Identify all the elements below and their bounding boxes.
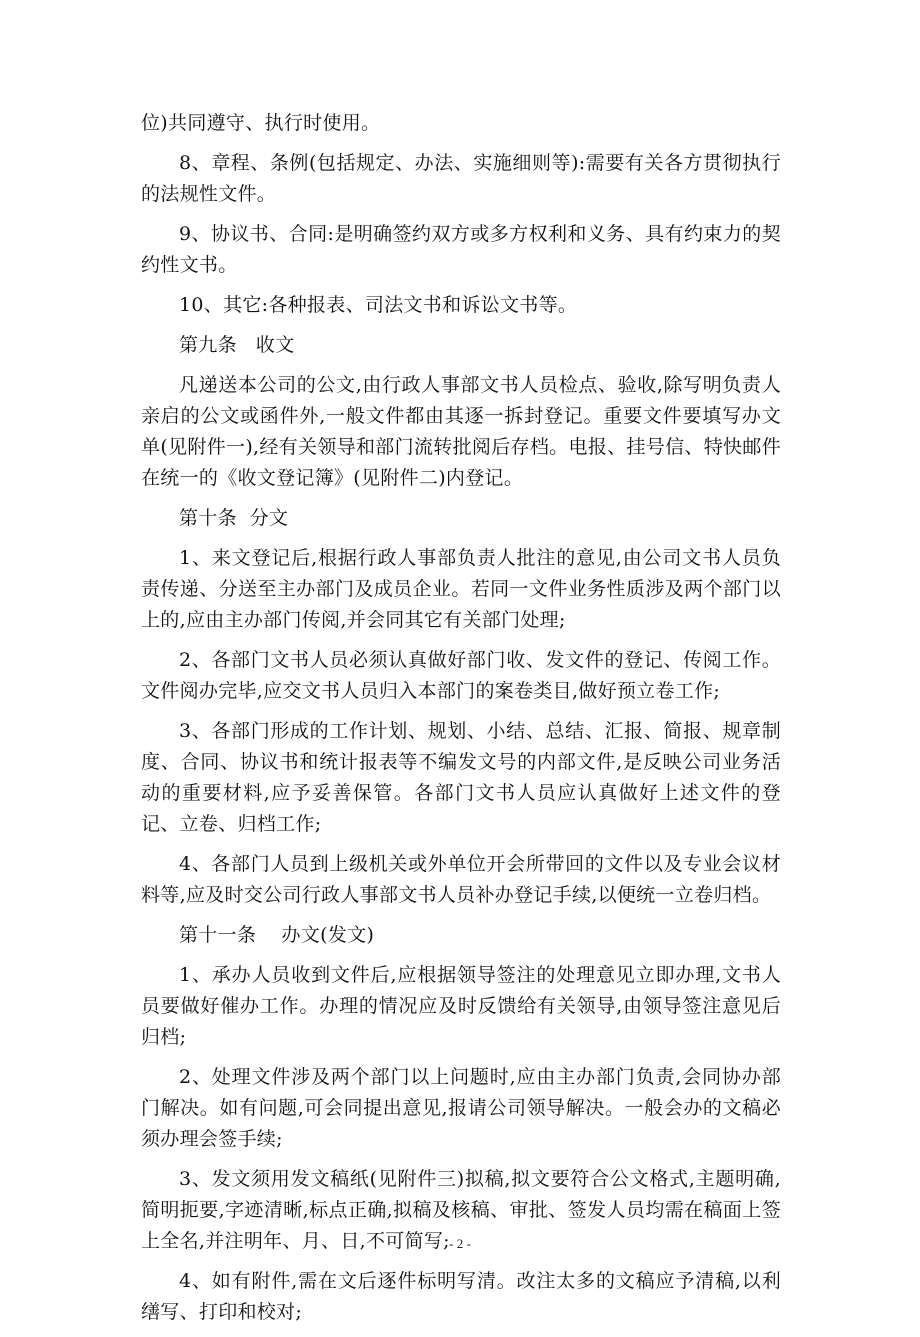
article-10-heading: 第十条 分文 [179,507,289,529]
article-11-item-3: 3、发文须用发文稿纸(见附件三)拟稿,拟文要符合公文格式,主题明确,简明扼要,字迹清晰,标点正确,拟稿及核稿、审批、签发人员均需在稿面上签上全名,并注明年、月、日,不可简写; [141,1168,781,1252]
article-9-heading: 第九条 收文 [179,334,295,356]
article-9-body: 凡递送本公司的公文,由行政人事部文书人员检点、验收,除写明负责人亲启的公文或函件外,一般文件都由其逐一拆封登记。重要文件要填写办文单(见附件一),经有关领导和部门流转批阅后存档。电报、挂号信、特快邮件在统一的《收文登记簿》(见附件二)内登记。 [141,374,781,489]
article-10-item-4: 4、各部门人员到上级机关或外单位开会所带回的文件以及专业会议材料等,应及时交公司行政人事部文书人员补办登记手续,以便统一立卷归档。 [141,853,781,906]
article-11-item-1: 1、承办人员收到文件后,应根据领导签注的处理意见立即办理,文书人员要做好催办工作。办理的情况应及时反馈给有关领导,由领导签注意见后归档; [141,964,781,1048]
article-10-item-3: 3、各部门形成的工作计划、规划、小结、总结、汇报、简报、规章制度、合同、协议书和统计报表等不编发文号的内部文件,是反映公司业务活动的重要材料,应予妥善保管。各部门文书人员应认真做好上述文件的登记、立卷、归档工作; [141,720,781,835]
article-10-item-1: 1、来文登记后,根据行政人事部负责人批注的意见,由公司文书人员负责传递、分送至主办部门及成员企业。若同一文件业务性质涉及两个部门以上的,应由主办部门传阅,并会同其它有关部门处理; [141,547,781,631]
article-11-heading: 第十一条 办文(发文) [179,924,375,946]
paragraph-item-10: 10、其它:各种报表、司法文书和诉讼文书等。 [179,294,578,316]
article-11-item-4: 4、如有附件,需在文后逐件标明写清。改注太多的文稿应予清稿,以利缮写、打印和校对; [141,1270,781,1323]
paragraph-item-8: 8、章程、条例(包括规定、办法、实施细则等):需要有关各方贯彻执行的法规性文件。 [141,152,781,205]
document-body [141,108,781,1337]
article-10-item-2: 2、各部门文书人员必须认真做好部门收、发文件的登记、传阅工作。文件阅办完毕,应交文书人员归入本部门的案卷类目,做好预立卷工作; [141,649,781,702]
paragraph-item-9: 9、协议书、合同:是明确签约双方或多方权利和义务、具有约束力的契约性文书。 [141,223,781,276]
paragraph-continuation: 位)共同遵守、执行时使用。 [141,112,381,134]
article-11-item-2: 2、处理文件涉及两个部门以上问题时,应由主办部门负责,会同协办部门解决。如有问题,可会同提出意见,报请公司领导解决。一般会办的文稿必须办理会签手续; [141,1066,781,1150]
page-number: - 2 - [449,1236,471,1251]
